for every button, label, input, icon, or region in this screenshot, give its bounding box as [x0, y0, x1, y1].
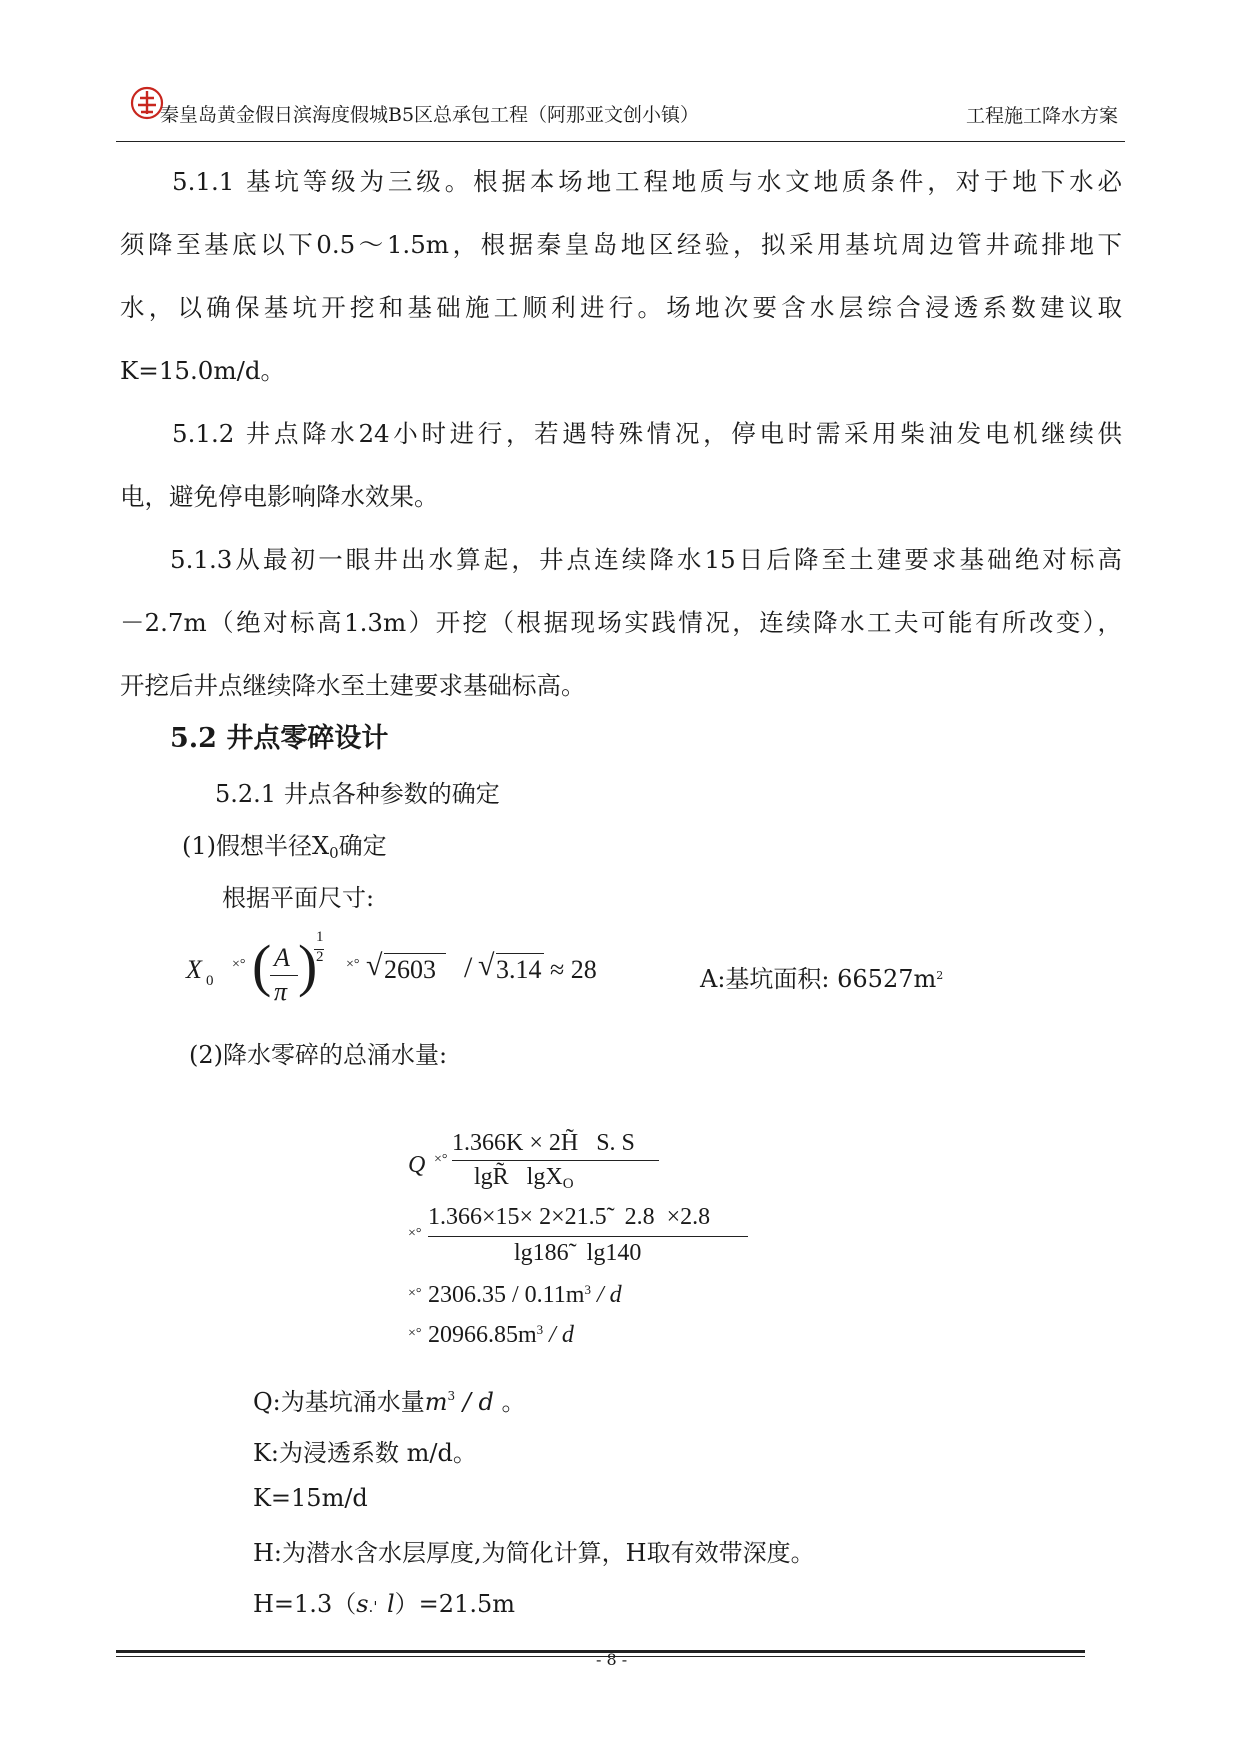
sqrt-value-2: 3.14 [496, 955, 542, 984]
equals-garbled-icon: ×° [408, 1326, 422, 1341]
text-line: 须降至基底以下0.5～1.5m，根据秦皇岛地区经验，拟采用基坑周边管井疏排地下 [120, 230, 1122, 259]
text-line: －2.7m（绝对标高1.3m）开挖（根据现场实践情况，连续降水工夫可能有所改变）， [120, 608, 1122, 637]
formula-radius [186, 929, 646, 1015]
company-logo-icon [130, 86, 164, 120]
formula-num-2: 1.366×15× 2×21.5̃ 2.8 ×2.8 [428, 1204, 711, 1230]
item-1-end: 确定 [338, 832, 387, 860]
by-size-label: 根据平面尺寸: [222, 884, 375, 912]
formula-var-x: X [186, 955, 202, 984]
equals-garbled-icon: ×° [346, 957, 360, 972]
def-k-value: K=15m/d [253, 1484, 368, 1512]
formula-line-3-end: / d [596, 1282, 622, 1308]
formula-line-4-text: 20966.85m [428, 1322, 537, 1348]
formula-sub-0: 0 [206, 973, 214, 989]
sqrt-icon: √ [366, 949, 383, 982]
section-heading-5-2: 5.2 井点零碎设计 [170, 723, 389, 754]
sqrt-value-1: 2603 [384, 955, 436, 984]
def-h: H:为潜水含水层厚度,为简化计算，H取有效带深度。 [253, 1539, 815, 1567]
def-q-unit: m [424, 1388, 448, 1416]
paragraph-5-1-3 [120, 528, 1122, 717]
item-1 [182, 826, 387, 862]
header-project-title: 秦皇岛黄金假日滨海度假城B5区总承包工程（阿那亚文创小镇） [160, 104, 700, 126]
text-line: 5.1.2 井点降水24小时进行，若遇特殊情况，停电时需采用柴油发电机继续供 [172, 419, 1122, 448]
item-2: (2)降水零碎的总涌水量: [189, 1041, 448, 1069]
equals-garbled-icon: ×° [434, 1152, 448, 1167]
text-line: 开挖后井点继续降水至土建要求基础标高。 [120, 671, 586, 700]
fraction-bar [452, 1160, 659, 1161]
def-h-value-a: H=1.3（ [253, 1590, 357, 1618]
fraction-bar [428, 1236, 748, 1237]
exp-den: 2 [316, 949, 324, 965]
def-q-end: 。 [501, 1388, 526, 1416]
text-line: K=15.0m/d。 [120, 356, 286, 385]
fraction-bar [270, 975, 298, 976]
formula-line-4 [428, 1322, 574, 1349]
def-h-value-b: ）=21.5m [394, 1590, 515, 1618]
def-q-unit-end: / d [462, 1388, 494, 1416]
def-h-value-l: l [386, 1590, 395, 1618]
text-line: 水，以确保基坑开挖和基础施工顺利进行。场地次要含水层综合浸透系数建议取 [120, 293, 1122, 322]
def-h-value: H=1.3（s.' l）=21.5m [253, 1590, 515, 1618]
formula-frac-den: π [274, 977, 288, 1006]
exp-num: 1 [316, 929, 324, 945]
def-q [253, 1382, 526, 1417]
paren-right-icon: ) [298, 933, 318, 998]
formula-q: Q [408, 1152, 426, 1178]
sqrt-bar [496, 953, 544, 954]
area-note-sup: 2 [936, 969, 944, 982]
sqrt-icon: √ [478, 949, 495, 982]
formula-line-4-end: / d [549, 1322, 574, 1348]
equals-garbled-icon: ×° [408, 1286, 422, 1301]
formula-den-2: lg186̃ lg140 [514, 1240, 642, 1266]
header-doc-title: 工程施工降水方案 [966, 105, 1119, 127]
page-number: - 8 - [596, 1650, 628, 1669]
subsection-heading-5-2-1: 5.2.1 井点各种参数的确定 [215, 780, 500, 808]
area-note [700, 959, 943, 994]
area-note-text: A:基坑面积: 66527m [700, 965, 937, 993]
def-q-text: Q:为基坑涌水量 [253, 1388, 425, 1416]
def-k: K:为浸透系数 m/d。 [253, 1439, 477, 1467]
formula-discharge [400, 1130, 760, 1360]
formula-sup: 3 [584, 1282, 591, 1297]
formula-line-3-text: 2306.35 / 0.11m [428, 1282, 585, 1308]
text-line: 电，避免停电影响降水效果。 [120, 482, 439, 511]
def-h-value-s: s [356, 1590, 369, 1618]
formula-den-1-text: lgR̃ lgX [474, 1164, 563, 1190]
formula-den-1 [474, 1164, 574, 1193]
equals-garbled-icon: ×° [408, 1226, 422, 1241]
paren-left-icon: ( [252, 933, 272, 998]
sqrt-bar [384, 953, 446, 954]
item-1-text: (1)假想半径X [182, 832, 330, 860]
header-rule [116, 141, 1125, 142]
text-line: 5.1.1 基坑等级为三级。根据本场地工程地质与水文地质条件，对于地下水必 [172, 167, 1122, 196]
formula-line-3 [428, 1282, 622, 1309]
formula-sup: 3 [536, 1322, 544, 1337]
formula-den-1-sub: O [562, 1176, 574, 1192]
def-q-sup: 3 [447, 1389, 456, 1403]
formula-frac-num: A [274, 943, 290, 972]
text-line: 5.1.3从最初一眼井出水算起，井点连续降水15日后降至土建要求基础绝对标高 [170, 545, 1122, 574]
item-1-sub: 0 [329, 844, 339, 862]
formula-num-1: 1.366K × 2H̃ S. S [452, 1130, 635, 1156]
paragraph-5-1-1 [120, 150, 1122, 402]
divide-slash-icon: / [464, 951, 473, 984]
equals-garbled-icon: ×° [232, 957, 246, 972]
formula-result: ≈ 28 [550, 955, 597, 984]
paragraph-5-1-2 [120, 402, 1122, 528]
